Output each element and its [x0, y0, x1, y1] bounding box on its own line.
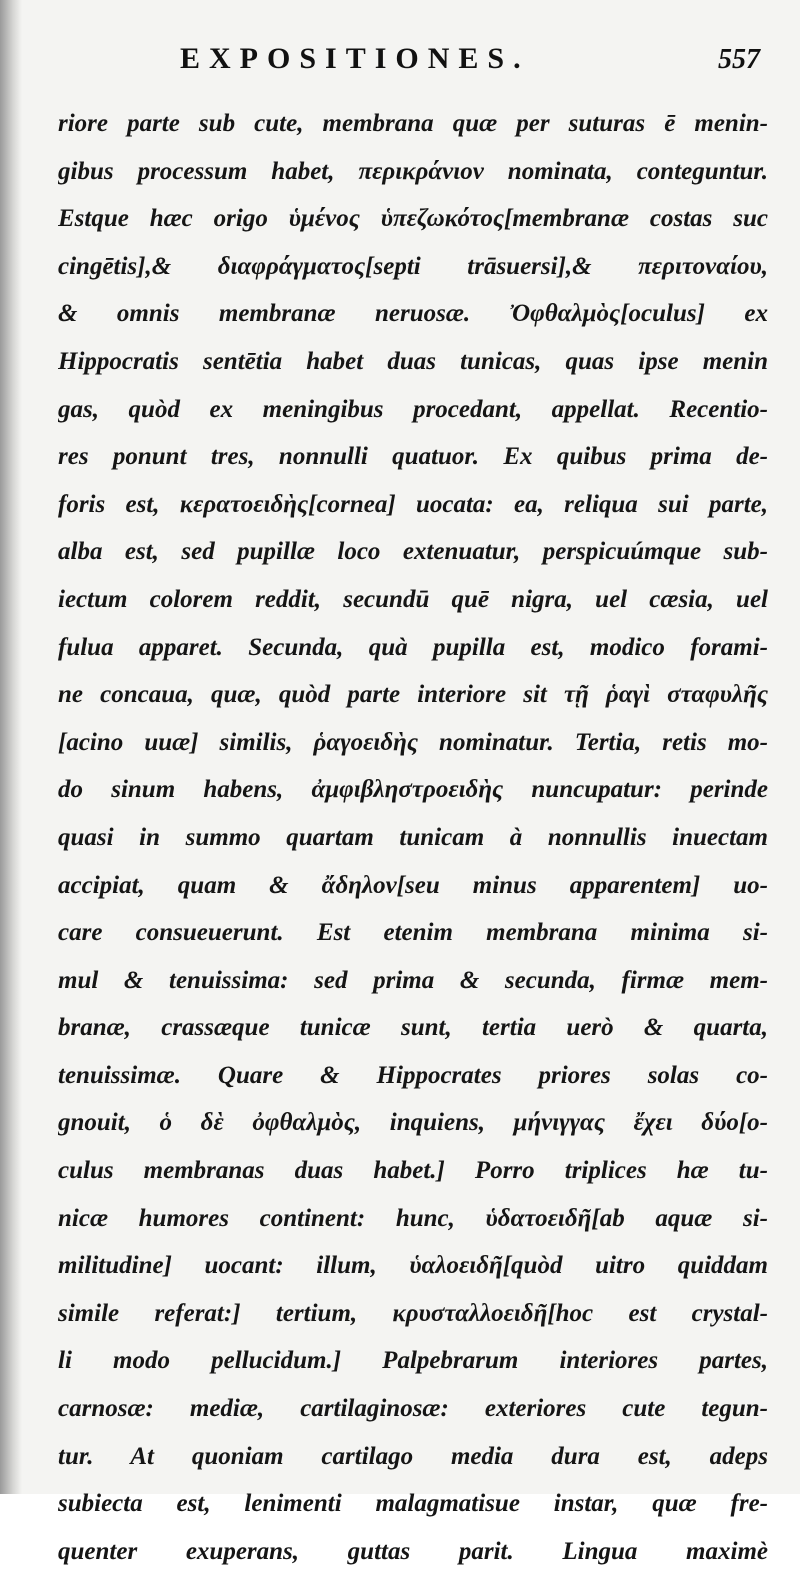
text-line: gnouit, ὁ δὲ ὀφθαλμὸς, inquiens, μήνιγγας ἔχει δύο[o-	[58, 1109, 768, 1137]
text-line: iectum colorem reddit, secundū quē nigra, uel cæsia, uel	[58, 585, 768, 613]
text-line: riore parte sub cute, membrana quæ per suturas ē menin-	[58, 110, 768, 137]
text-line: fulua apparet. Secunda, quà pupilla est, modico forami-	[58, 633, 768, 661]
text-line: & omnis membranæ neruosæ. Ὀφθαλμὸς[oculus] ex	[58, 300, 768, 328]
page-number: 557	[718, 44, 760, 75]
text-line: nicæ humores continent: hunc, ὑδατοειδῆ[ab aquæ si-	[58, 1204, 768, 1232]
text-line: res ponunt tres, nonnulli quatuor. Ex quibus prima de-	[58, 443, 768, 471]
text-line: alba est, sed pupillæ loco extenuatur, perspicuúmque sub-	[58, 538, 768, 566]
text-line: gas, quòd ex meningibus procedant, appellat. Recentio-	[58, 395, 768, 423]
text-line: tenuissimæ. Quare & Hippocrates priores solas co-	[58, 1061, 768, 1089]
text-line: li modo pellucidum.] Palpebrarum interiores partes,	[58, 1347, 768, 1375]
page-header	[60, 42, 760, 86]
text-line: care consueuerunt. Est etenim membrana minima si-	[58, 919, 768, 947]
text-line: gibus processum habet, περικράνιον nominata, conteguntur.	[58, 157, 768, 185]
body-text	[58, 100, 768, 1575]
text-line: subiecta est, lenimenti malagmatisue instar, quæ fre-	[58, 1490, 768, 1518]
text-line: accipiat, quam & ἄδηλον[seu minus apparentem] uo-	[58, 871, 768, 899]
text-line: carnosæ: mediæ, cartilaginosæ: exteriores cute tegun-	[58, 1395, 768, 1423]
text-line: quenter exuperans, guttas parit. Lingua maximè	[58, 1537, 768, 1565]
text-line: militudine] uocant: illum, ὑαλοειδῆ[quòd uitro quiddam	[58, 1252, 768, 1280]
text-line: culus membranas duas habet.] Porro triplices hæ tu-	[58, 1157, 768, 1185]
text-line: do sinum habens, ἀμφιβληστροειδὴς nuncupatur: perinde	[58, 776, 768, 804]
text-line: Estque hæc origo ὑμένος ὑπεζωκότος[membranæ costas suc	[58, 205, 768, 233]
text-line: ne concaua, quæ, quòd parte interiore sit τῇ ῥαγὶ σταφυλῆς	[58, 681, 768, 709]
text-line: foris est, κερατοειδὴς[cornea] uocata: ea, reliqua sui parte,	[58, 490, 768, 518]
text-line: Hippocratis sentētia habet duas tunicas, quas ipse menin	[58, 347, 768, 375]
text-line: mul & tenuissima: sed prima & secunda, firmæ mem-	[58, 966, 768, 994]
text-line: tur. At quoniam cartilago media dura est, adeps	[58, 1442, 768, 1470]
text-line: branæ, crassæque tunicæ sunt, tertia uerò & quarta,	[58, 1014, 768, 1042]
running-head: EXPOSITIONES.	[180, 42, 530, 75]
text-line: [acino uuæ] similis, ῥαγοειδὴς nominatur. Tertia, retis mo-	[58, 728, 768, 756]
text-line: quasi in summo quartam tunicam à nonnullis inuectam	[58, 823, 768, 851]
binding-gutter	[0, 0, 22, 1494]
text-line: cingētis],& διαφράγματος[septi trāsuersi],& περιτοναίου,	[58, 252, 768, 280]
text-line: simile referat:] tertium, κρυσταλλοειδῆ[hoc est crystal-	[58, 1299, 768, 1327]
